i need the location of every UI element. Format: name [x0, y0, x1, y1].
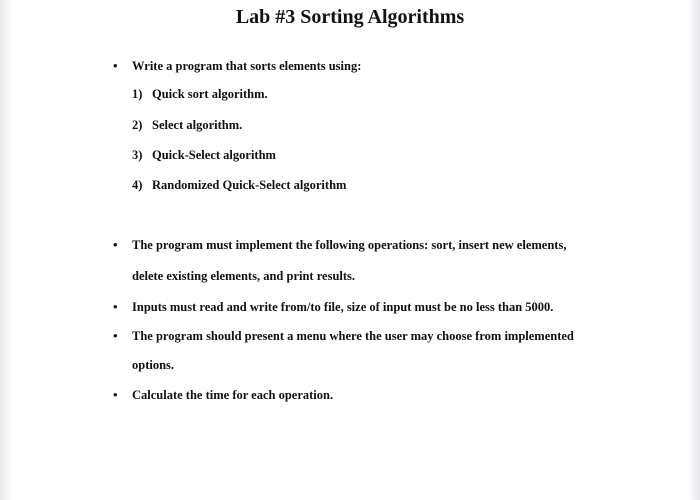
- bullet-icon: •: [113, 58, 118, 73]
- algorithm-item: Quick-Select algorithm: [152, 148, 276, 162]
- intro-text: Write a program that sorts elements using:: [132, 59, 362, 73]
- page-title: Lab #3 Sorting Algorithms: [235, 6, 465, 28]
- bullet-icon: •: [113, 237, 118, 252]
- algorithm-number: 3): [132, 148, 143, 162]
- bullet-icon: •: [113, 387, 118, 402]
- requirement-text-continued: options.: [132, 358, 175, 372]
- requirement-text: Inputs must read and write from/to file, size of input must be no less than 5000.: [132, 300, 554, 314]
- algorithm-item: Select algorithm.: [152, 118, 243, 132]
- requirement-text: Calculate the time for each operation.: [132, 388, 334, 402]
- algorithm-number: 2): [132, 118, 143, 132]
- algorithm-item: Quick sort algorithm.: [152, 87, 268, 101]
- algorithm-number: 1): [132, 87, 143, 101]
- page-edge-left: [0, 0, 14, 500]
- requirement-text: The program should present a menu where the user may choose from implemented: [132, 329, 574, 343]
- requirement-text-continued: delete existing elements, and print results.: [132, 269, 356, 283]
- page-edge-right: [688, 0, 700, 500]
- bullet-icon: •: [113, 299, 118, 314]
- bullet-icon: •: [113, 328, 118, 343]
- algorithm-item: Randomized Quick-Select algorithm: [152, 178, 347, 192]
- algorithm-number: 4): [132, 178, 143, 192]
- requirement-text: The program must implement the following operations: sort, insert new elements,: [132, 238, 567, 252]
